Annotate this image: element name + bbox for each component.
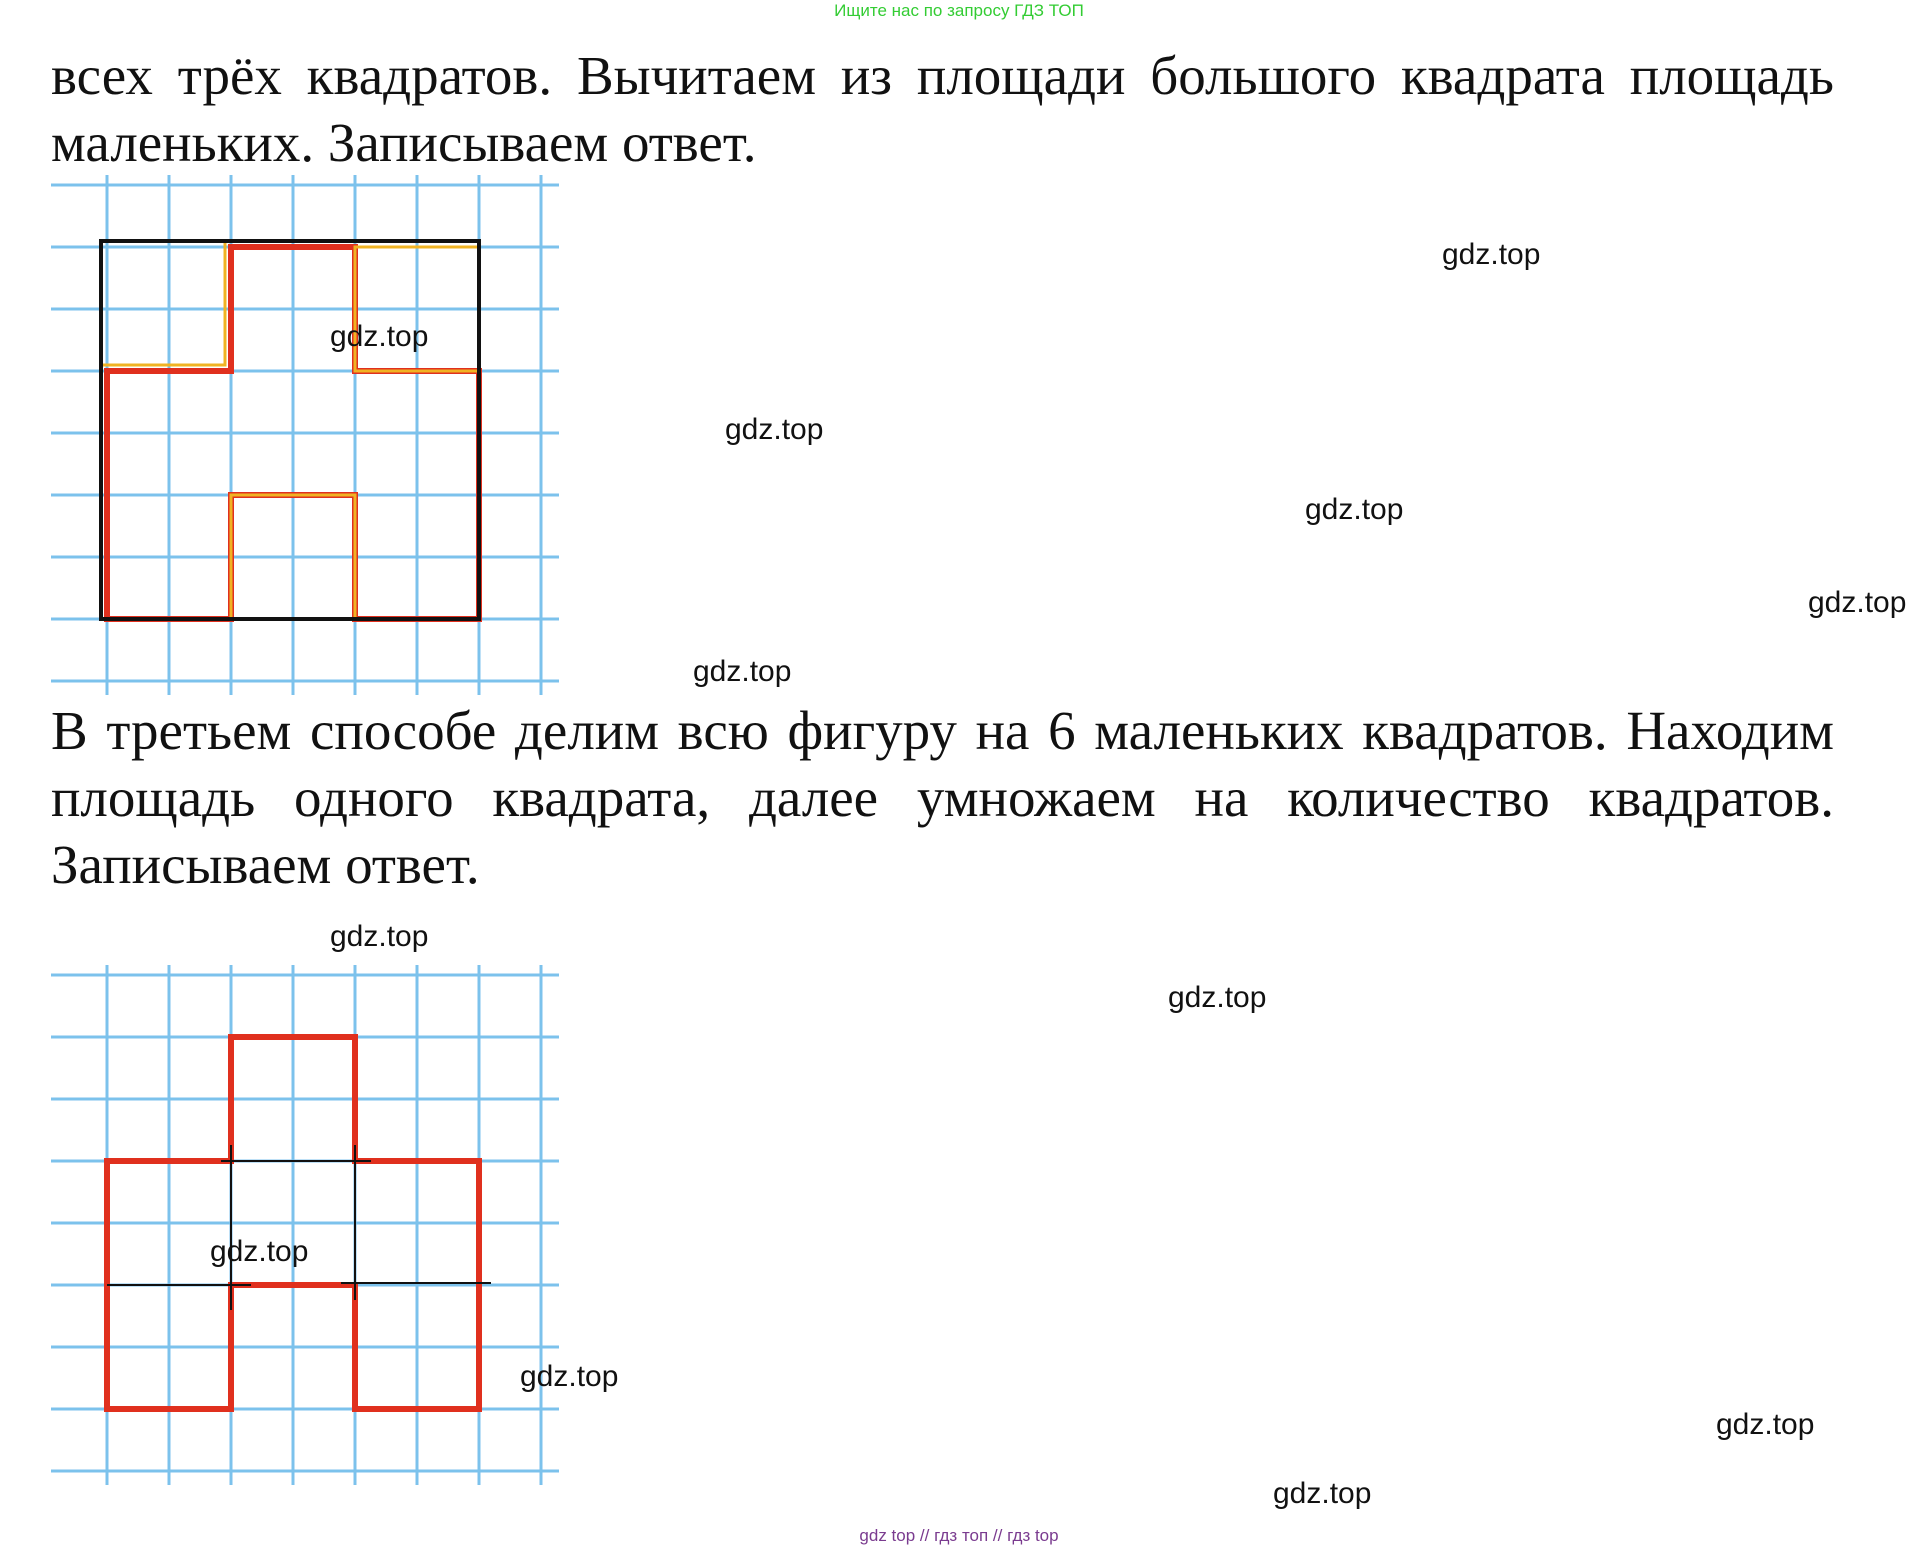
paragraph-method-three: В третьем способе делим всю фигуру на 6 маленьких квадратов. Находим площадь одного квадрата, далее умножаем на количество квадратов. Записываем ответ. bbox=[51, 700, 1834, 895]
top-banner: Ищите нас по запросу ГДЗ ТОП bbox=[834, 1, 1084, 20]
figure-square-subtraction bbox=[51, 175, 559, 695]
watermark: gdz.top bbox=[725, 413, 824, 446]
paragraph-method-two: всех трёх квадратов. Вычитаем из площади большого квадрата площадь маленьких. Записываем ответ. bbox=[51, 45, 1834, 173]
watermark: gdz.top bbox=[1168, 981, 1267, 1014]
enclosing-square bbox=[101, 241, 479, 619]
watermark: gdz.top bbox=[210, 1235, 309, 1268]
footer-text: gdz top // гдз топ // гдз top bbox=[859, 1526, 1059, 1545]
removed-squares bbox=[101, 241, 479, 619]
watermark: gdz.top bbox=[1808, 586, 1907, 619]
figure-six-squares bbox=[51, 965, 559, 1485]
watermark: gdz.top bbox=[1273, 1477, 1372, 1510]
watermark: gdz.top bbox=[693, 655, 792, 688]
watermark: gdz.top bbox=[1716, 1408, 1815, 1441]
watermark: gdz.top bbox=[1305, 493, 1404, 526]
watermark: gdz.top bbox=[1442, 238, 1541, 271]
watermark: gdz.top bbox=[520, 1360, 619, 1393]
watermark: gdz.top bbox=[330, 320, 429, 353]
watermark: gdz.top bbox=[330, 920, 429, 953]
